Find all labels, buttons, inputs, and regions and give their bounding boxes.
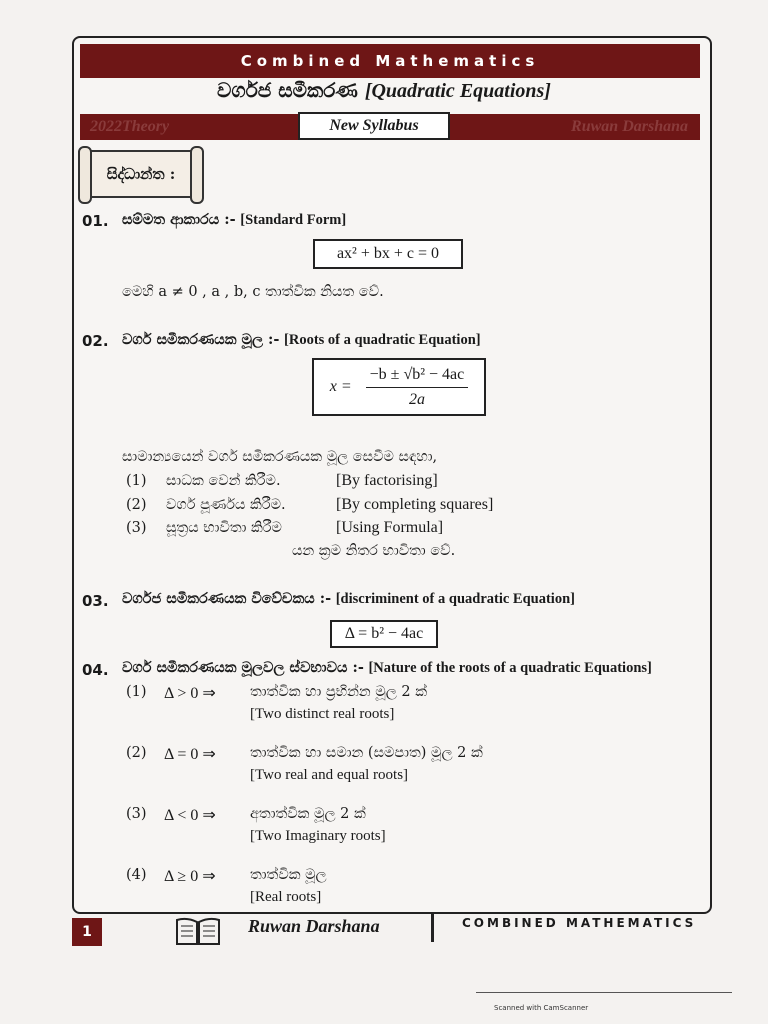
case-1-en: [Two distinct real roots] (250, 706, 395, 722)
item-02-outro: යන ක්‍රම නිතර භාවිතා වේ. (292, 543, 456, 559)
scanner-rule (476, 992, 732, 993)
case-2-condition: Δ = 0 ⇒ (164, 746, 216, 763)
formula-numerator: −b ± √b² − 4ac (366, 366, 469, 388)
method-1-number: (1) (126, 473, 147, 489)
band-author-label: Ruwan Darshana (571, 118, 688, 135)
method-1-en: [By factorising] (336, 472, 438, 489)
item-number-01: 01. (82, 212, 109, 230)
footer-subject: COMBINED MATHEMATICS (462, 916, 697, 930)
case-2-number: (2) (126, 745, 147, 761)
page-title (0, 78, 768, 103)
case-2-en: [Two real and equal roots] (250, 767, 409, 783)
theory-scroll-label: සිද්ධාන්ත : (86, 150, 196, 198)
item-04-label-en: [Nature of the roots of a quadratic Equations] (368, 660, 652, 676)
item-01-note: මෙහි a ≠ 0 , a , b, c තාත්වික නියත වේ. (122, 284, 384, 300)
syllabus-label: New Syllabus (298, 112, 450, 140)
item-03-heading (122, 590, 575, 608)
item-04-heading (122, 659, 652, 677)
item-01-label-en: [Standard Form] (240, 212, 347, 228)
item-03-label-si: වර්ගජ සමීකරණයක විවේචකය :- (122, 590, 332, 607)
item-02-heading (122, 331, 481, 349)
formula-denominator: 2a (408, 390, 425, 408)
item-number-04: 04. (82, 661, 109, 679)
footer-divider (431, 912, 434, 942)
page-number: 1 (72, 918, 102, 946)
title-english: [Quadratic Equations] (364, 80, 551, 102)
case-4-en: [Real roots] (250, 889, 322, 905)
item-number-03: 03. (82, 592, 109, 610)
item-01-heading (122, 211, 346, 229)
method-2-en: [By completing squares] (336, 496, 494, 513)
formula-fraction (366, 366, 469, 409)
method-3-si: සූත්‍රය භාවිතා කිරීම (166, 520, 282, 536)
case-4-si: තාත්වික මූල (250, 867, 327, 883)
case-3-en: [Two Imaginary roots] (250, 828, 386, 844)
case-1-number: (1) (126, 684, 147, 700)
case-1-si: තාත්වික හා ප්‍රභින්න මූල 2 ක් (250, 684, 428, 700)
method-3-number: (3) (126, 520, 147, 536)
item-01-label-si: සම්මත ආකාරය :- (122, 211, 236, 228)
case-4-condition: Δ ≥ 0 ⇒ (164, 868, 216, 885)
discriminant-equation: Δ = b² − 4ac (330, 620, 438, 648)
footer-author: Ruwan Darshana (248, 916, 380, 936)
item-number-02: 02. (82, 332, 109, 350)
case-3-si: අතාත්වික මූල 2 ක් (250, 806, 366, 822)
item-04-label-si: වර්ග සමීකරණයක මූලවල ස්වභාවය :- (122, 659, 364, 676)
scanner-watermark: Scanned with CamScanner (494, 1004, 589, 1012)
item-03-label-en: [discriminent of a quadratic Equation] (335, 591, 575, 607)
book-icon (174, 914, 222, 948)
item-02-label-si: වර්ග සමීකරණයක මූල :- (122, 331, 280, 348)
quadratic-formula (312, 358, 486, 416)
standard-form-equation: ax² + bx + c = 0 (313, 239, 463, 269)
case-1-condition: Δ > 0 ⇒ (164, 685, 216, 702)
item-02-intro: සාමාන්‍යයෙන් වර්ග සමීකරණයක මූල සෙවීම සඳහා, (122, 449, 438, 465)
case-3-number: (3) (126, 806, 147, 822)
band-year-label: 2022Theory (90, 118, 170, 135)
item-02-label-en: [Roots of a quadratic Equation] (284, 332, 481, 348)
banner: Combined Mathematics (80, 44, 700, 78)
method-2-si: වර්ග පූර්ණය කිරීම. (166, 497, 286, 513)
method-2-number: (2) (126, 497, 147, 513)
method-1-si: සාධක වෙන් කිරීම. (166, 473, 281, 489)
case-3-condition: Δ < 0 ⇒ (164, 807, 216, 824)
title-sinhala: වර්ගජ සමීකරණ (217, 78, 358, 102)
formula-lhs: x = (329, 378, 352, 395)
case-2-si: තාත්වික හා සමාන (සමපාත) මූල 2 ක් (250, 745, 483, 761)
method-3-en: [Using Formula] (336, 519, 444, 536)
case-4-number: (4) (126, 867, 147, 883)
